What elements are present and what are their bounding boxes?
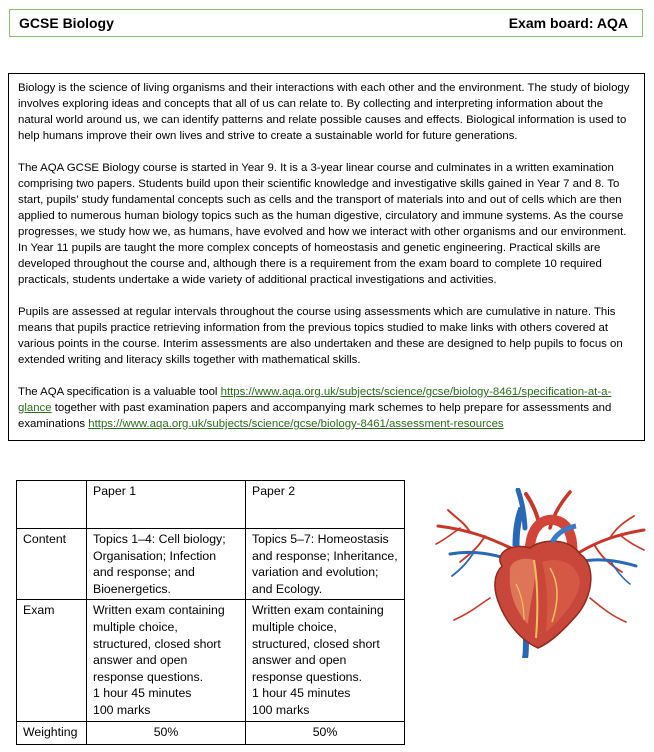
exam-paper2 [246,600,405,721]
subject-title: GCSE Biology [19,15,114,31]
exam-paper1 [87,600,246,721]
content-label: Content [17,529,87,600]
table-header-row [17,481,405,529]
exam-marks: 100 marks [252,702,310,717]
header-box [9,9,643,37]
specification-link[interactable]: https://www.aqa.org.uk/subjects/science/gcse/biology-8461/specification-at-a-glance [18,386,612,414]
intro-paragraph-3: Pupils are assessed at regular intervals throughout the course using assessments which are cumulative in nature. This means that pupils practice retrieving information from the previous topics studied to make links with others covered at various points in the course. Interim assessments are also undertaken and these are designed to help pupils to focus on extended writing and literacy skills together with mathematical skills. [18,306,623,366]
exam-board-label: Exam board: AQA [508,15,628,31]
table-row [17,529,405,600]
weighting-label: Weighting [17,721,87,744]
empty-header-cell [17,481,87,529]
spec-text-2: together with past examination papers and accompanying mark schemes to help prepare for assessments and examinations [18,402,612,430]
exam-description: Written exam containing multiple choice, structured, closed short answer and open response questions. [93,603,225,684]
weighting-paper2: 50% [246,721,405,744]
table-row [17,721,405,744]
spec-text: The AQA specification is a valuable tool [18,386,221,398]
assessment-resources-link[interactable]: https://www.aqa.org.uk/subjects/science/gcse/biology-8461/assessment-resources [88,418,504,430]
exam-marks: 100 marks [93,702,151,717]
weighting-paper1: 50% [87,721,246,744]
intro-paragraph-4 [18,384,636,432]
intro-paragraph-1: Biology is the science of living organisms and their interactions with each other and the environment. The study of biology involves exploring ideas and concepts that all of us can relate to. By collecting and interpreting information about the natural world around us, we can identify patterns and relate possible causes and effects. Biological information is used to help humans improve their own lives and strive to create a sustainable world for future generations. [18,82,630,142]
intro-paragraph-2: The AQA GCSE Biology course is started in Year 9. It is a 3-year linear course and culminates in a written examination comprising two papers. Students build upon their scientific knowledge and investigative skills gained in Year 7 and 8. To start, pupils’ study fundamental concepts such as cells and the transport of materials into and out of cells which are then applied to numerous human biology topics such as the human digestive, circulatory and immune systems. As the course progresses, we study how we, as humans, have evolved and how we interact with other organisms and our environment. In Year 11 pupils are taught the more complex concepts of homeostasis and genetic engineering. Practical skills are developed throughout the course and, although there is a requirement from the exam board to complete 10 required practicals, students undertake a wide variety of additional practical investigations and activities. [18,162,627,286]
exam-duration: 1 hour 45 minutes [93,686,192,701]
exam-duration: 1 hour 45 minutes [252,686,351,701]
exam-summary-table [16,480,405,745]
paper2-header: Paper 2 [246,481,405,529]
table-row [17,600,405,721]
content-paper2: Topics 5–7: Homeostasis and response; Inheritance, variation and evolution; and Ecology. [246,529,405,600]
heart-illustration-icon [430,488,650,658]
paper1-header: Paper 1 [87,481,246,529]
course-description [8,73,645,441]
content-paper1: Topics 1–4: Cell biology; Organisation; Infection and response; and Bioenergetics. [87,529,246,600]
exam-label: Exam [17,600,87,721]
exam-description: Written exam containing multiple choice, structured, closed short answer and open response questions. [252,603,384,684]
